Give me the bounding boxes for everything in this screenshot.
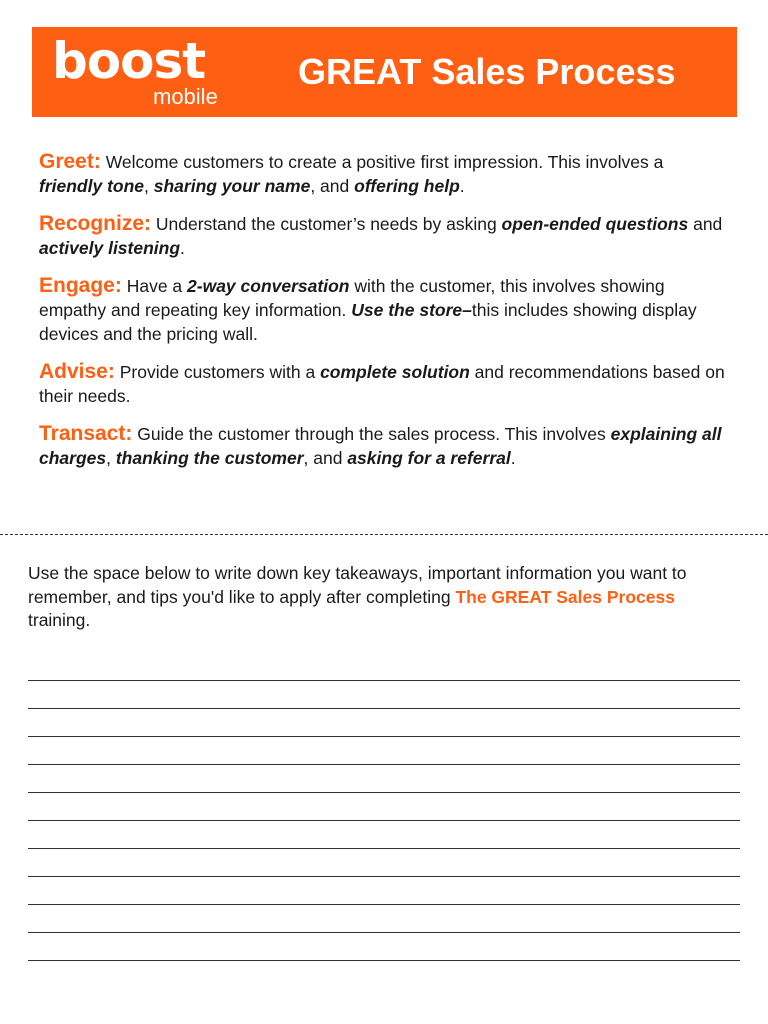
writing-line: [28, 680, 740, 681]
step-term: Greet:: [39, 150, 101, 173]
writing-line: [28, 764, 740, 765]
step-text: , and: [303, 448, 348, 468]
step-text: and recommendations based on their needs.: [39, 362, 725, 406]
writing-line: [28, 792, 740, 793]
step-emphasis: 2-way conversation: [187, 276, 350, 296]
step-text: with the customer, this involves showing empathy and repeating key information.: [39, 276, 665, 320]
step-paragraph: [39, 150, 729, 198]
step-text: this includes showing display devices and the pricing wall.: [39, 300, 697, 344]
step-text: ,: [106, 448, 116, 468]
notes-intro-end: training.: [28, 610, 91, 630]
notes-instructions: [28, 562, 740, 633]
brand-logo-subtitle: mobile: [153, 84, 218, 109]
step-text: Welcome customers to create a positive first impression. This involves a: [100, 152, 664, 172]
process-steps: [39, 150, 729, 484]
note-lines: [28, 680, 740, 988]
step-text: Have a: [121, 276, 188, 296]
dashed-divider: [0, 534, 768, 535]
writing-line: [28, 736, 740, 737]
step-text: Provide customers with a: [114, 362, 321, 382]
step-text: , and: [310, 176, 355, 196]
step-term: Engage:: [39, 274, 122, 297]
step-emphasis: thanking the customer: [115, 448, 304, 468]
writing-line: [28, 820, 740, 821]
step-paragraph: [39, 212, 729, 260]
header-banner: [32, 27, 737, 117]
step-text: Understand the customer’s needs by asking: [151, 214, 502, 234]
step-text: Guide the customer through the sales process. This involves: [132, 424, 611, 444]
writing-line: [28, 876, 740, 877]
step-paragraph: [39, 274, 729, 346]
step-text: .: [180, 238, 185, 258]
step-emphasis: complete solution: [320, 362, 470, 382]
step-emphasis: asking for a referral: [347, 448, 511, 468]
writing-line: [28, 848, 740, 849]
page-title: GREAT Sales Process: [298, 51, 676, 92]
writing-line: [28, 932, 740, 933]
training-name-highlight: The GREAT Sales Process: [455, 586, 675, 607]
writing-line: [28, 708, 740, 709]
step-emphasis: offering help: [354, 176, 460, 196]
step-term: Advise:: [39, 360, 115, 383]
step-term: Transact:: [39, 422, 133, 445]
writing-line: [28, 960, 740, 961]
step-text: and: [688, 214, 723, 234]
notes-intro-text: Use the space below to write down key takeaways, important information you want to remember, and tips you'd like to apply after completing: [28, 563, 687, 607]
step-term: Recognize:: [39, 212, 152, 235]
writing-line: [28, 904, 740, 905]
step-text: .: [459, 176, 465, 196]
step-emphasis: open-ended questions: [501, 214, 689, 234]
step-emphasis: friendly tone: [39, 176, 145, 196]
step-emphasis: sharing your name: [153, 176, 311, 196]
step-emphasis: Use the store–: [351, 300, 472, 320]
step-emphasis: actively listening: [39, 238, 181, 258]
step-text: .: [510, 448, 516, 468]
step-paragraph: [39, 360, 729, 408]
brand-logo: boost: [52, 32, 206, 90]
step-emphasis: explaining all charges: [39, 424, 722, 468]
step-text: ,: [144, 176, 154, 196]
step-paragraph: [39, 422, 729, 470]
